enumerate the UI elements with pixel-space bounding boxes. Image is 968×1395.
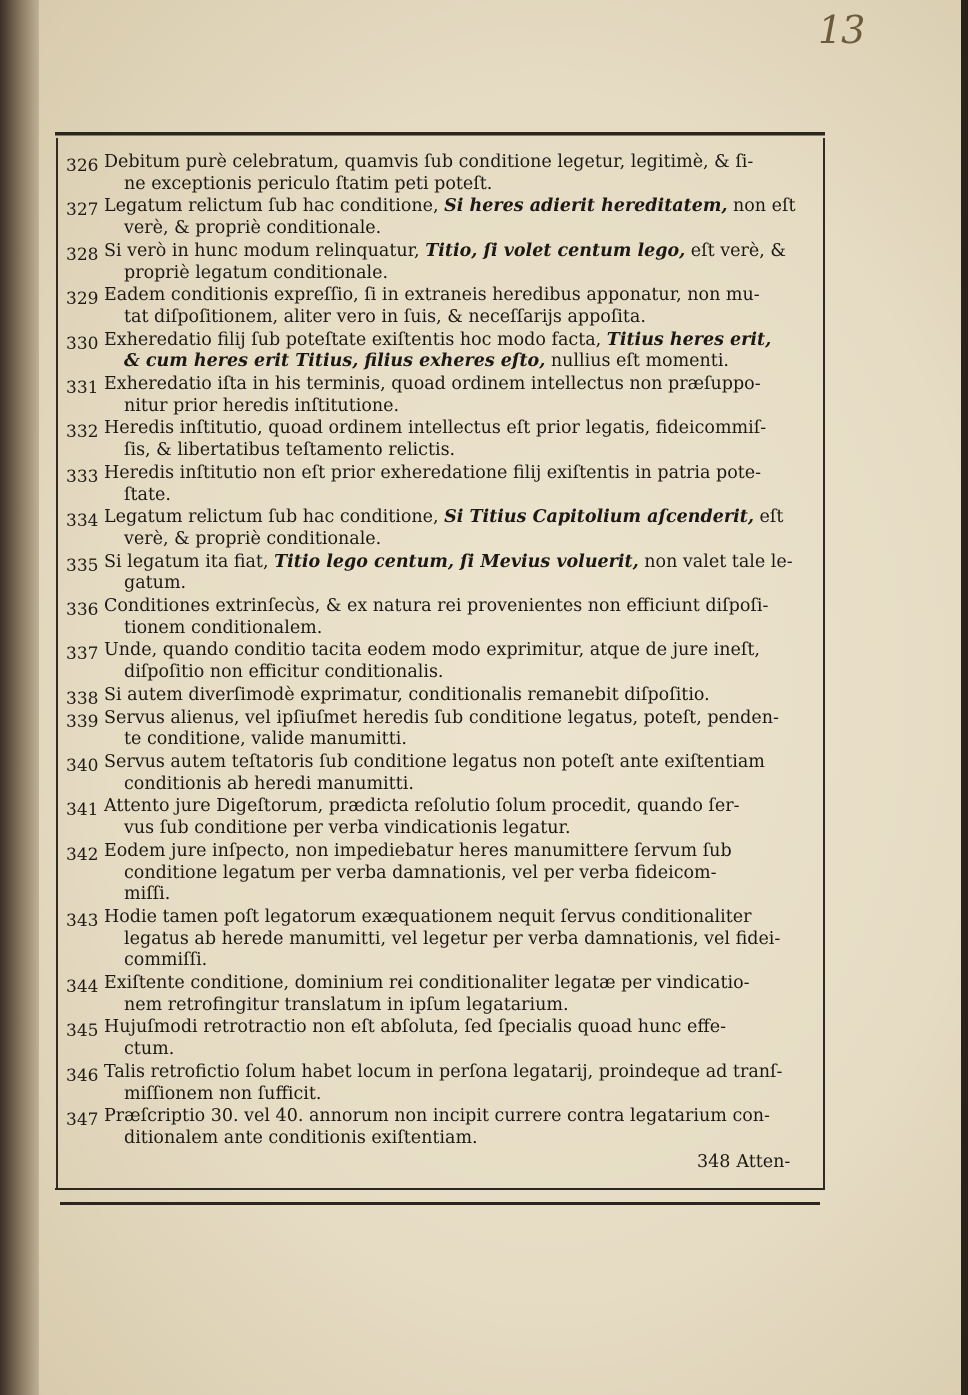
entry-number: 345 xyxy=(66,1021,99,1042)
entry-345 xyxy=(66,1017,816,1060)
entry-line: nem retrofingitur translatum in ipſum legatarium. xyxy=(124,994,569,1015)
entry-line: Servus autem teſtatoris ſub conditione legatus non poteſt ante exiſtentiam xyxy=(104,751,765,772)
folio-number: 13 xyxy=(818,8,865,52)
entry-line: Si legatum ita fiat, xyxy=(104,551,275,572)
entry-line: Talis retrofictio ſolum habet locum in perſona legatarij, proindeque ad tranſ- xyxy=(104,1061,783,1082)
entry-line: nullius eſt momenti. xyxy=(545,351,729,372)
entry-italic: Titius heres erit, xyxy=(606,329,772,350)
entry-number: 339 xyxy=(66,711,99,732)
entry-346 xyxy=(66,1062,816,1105)
catchword xyxy=(697,1152,790,1172)
entry-342 xyxy=(66,841,816,906)
bottom-rule-double xyxy=(60,1202,820,1205)
entry-line: Hodie tamen poſt legatorum exæquationem nequit ſervus conditionaliter xyxy=(104,906,752,927)
entry-line: ſtate. xyxy=(124,484,171,505)
entry-line: Legatum relictum ſub hac conditione, xyxy=(104,196,445,217)
entry-line: verè, & propriè conditionale. xyxy=(124,218,382,239)
entry-number: 331 xyxy=(66,378,99,399)
entry-327 xyxy=(66,196,816,239)
entry-line: Unde, quando conditio tacita eodem modo exprimitur, atque de jure ineſt, xyxy=(104,640,760,661)
entry-line: conditionis ab heredi manumitti. xyxy=(124,773,414,794)
entry-328 xyxy=(66,241,816,284)
entry-number: 343 xyxy=(66,910,99,931)
entry-line: non valet tale le- xyxy=(638,551,793,572)
top-rule xyxy=(55,132,825,136)
entry-338 xyxy=(66,685,816,707)
entry-number: 333 xyxy=(66,466,99,487)
entry-335 xyxy=(66,552,816,595)
entry-line: non eſt xyxy=(727,196,796,217)
entry-line: ſis, & libertatibus teſtamento relictis. xyxy=(124,440,456,461)
entry-336 xyxy=(66,596,816,639)
catchword-number: 348 xyxy=(697,1152,731,1172)
entry-line: tat diſpoſitionem, aliter vero in ſuis, & neceſſarijs appoſita. xyxy=(124,306,646,327)
bottom-rule xyxy=(55,1188,825,1190)
entry-italic: & cum heres erit Titius, filius exheres eſto, xyxy=(124,351,546,372)
catchword-text: Atten- xyxy=(736,1152,791,1172)
entry-line: propriè legatum conditionale. xyxy=(124,262,389,283)
entry-line: gatum. xyxy=(124,573,187,594)
entry-line: ctum. xyxy=(124,1039,175,1060)
entry-339 xyxy=(66,708,816,751)
text-block xyxy=(66,152,816,1151)
entry-line: Si verò in hunc modum relinquatur, xyxy=(104,240,426,261)
entry-number: 330 xyxy=(66,333,99,354)
entry-337 xyxy=(66,640,816,683)
entry-line: Conditiones extrinſecùs, & ex natura rei provenientes non efficiunt diſpoſi- xyxy=(104,596,769,617)
entry-number: 332 xyxy=(66,422,99,443)
entry-line: vus ſub conditione per verba vindicationis legatur. xyxy=(124,818,571,839)
entry-333 xyxy=(66,463,816,506)
entry-line: Eodem jure inſpecto, non impediebatur heres manumittere ſervum ſub xyxy=(104,840,732,861)
entry-number: 337 xyxy=(66,644,99,665)
entry-341 xyxy=(66,796,816,839)
entry-line: nitur prior heredis inſtitutione. xyxy=(124,395,400,416)
entry-line: Debitum purè celebratum, quamvis ſub conditione legetur, legitimè, & ſi- xyxy=(104,152,754,172)
entry-343 xyxy=(66,907,816,972)
entry-line: Exiſtente conditione, dominium rei conditionaliter legatæ per vindicatio- xyxy=(104,973,750,994)
entry-331 xyxy=(66,374,816,417)
entry-line: ne exceptionis periculo ſtatim peti poteſt. xyxy=(124,173,493,194)
entry-number: 326 xyxy=(66,156,99,176)
entry-line: Legatum relictum ſub hac conditione, xyxy=(104,507,445,528)
entry-number: 328 xyxy=(66,244,99,265)
entry-line: ditionalem ante conditionis exiſtentiam. xyxy=(124,1127,478,1148)
entry-line: eſt xyxy=(753,507,784,528)
entry-line: Heredis inſtitutio non eſt prior exheredatione filij exiſtentis in patria pote- xyxy=(104,462,762,483)
entry-line: miſſionem non ſufficit. xyxy=(124,1083,322,1104)
entry-number: 340 xyxy=(66,755,99,776)
entry-number: 335 xyxy=(66,555,99,576)
entry-line: miſſi. xyxy=(124,884,171,905)
entry-number: 336 xyxy=(66,600,99,621)
entry-line: Exheredatio filij ſub poteſtate exiſtentis hoc modo facta, xyxy=(104,329,607,350)
entry-line: te conditione, valide manumitti. xyxy=(124,729,407,750)
entry-line: Eadem conditionis expreſſio, ſi in extraneis heredibus apponatur, non mu- xyxy=(104,285,760,306)
entry-line: eſt verè, & xyxy=(685,240,786,261)
entry-344 xyxy=(66,973,816,1016)
entry-line: diſpoſitio non efficitur conditionalis. xyxy=(124,662,444,683)
entry-329 xyxy=(66,285,816,328)
entry-line: conditione legatum per verba damnationis, vel per verba fideicom- xyxy=(124,862,717,883)
entry-line: verè, & propriè conditionale. xyxy=(124,528,382,549)
entry-italic: Si Titius Capitolium aſcenderit, xyxy=(444,507,754,528)
entry-number: 329 xyxy=(66,289,99,310)
entry-line: Si autem diverſimodè exprimatur, conditionalis remanebit diſpoſitio. xyxy=(104,684,710,705)
entry-number: 334 xyxy=(66,511,99,532)
entry-326 xyxy=(66,152,816,195)
entry-number: 347 xyxy=(66,1110,99,1131)
entry-number: 346 xyxy=(66,1065,99,1086)
entry-330 xyxy=(66,330,816,373)
entry-line: legatus ab herede manumitti, vel legetur per verba damnationis, vel fidei- xyxy=(124,928,781,949)
entry-line: tionem conditionalem. xyxy=(124,617,323,638)
entry-number: 342 xyxy=(66,844,99,865)
entry-italic: Titio lego centum, ſi Mevius voluerit, xyxy=(274,551,639,572)
entry-347 xyxy=(66,1106,816,1149)
entry-line: Præſcriptio 30. vel 40. annorum non incipit currere contra legatarium con- xyxy=(104,1106,770,1127)
entry-line: Servus alienus, vel ipſiuſmet heredis ſub conditione legatus, poteſt, penden- xyxy=(104,707,779,728)
entry-number: 344 xyxy=(66,977,99,998)
entry-number: 338 xyxy=(66,688,99,709)
entry-340 xyxy=(66,752,816,795)
entry-332 xyxy=(66,418,816,461)
entry-line: commiſſi. xyxy=(124,950,208,971)
entry-line: Attento jure Digeſtorum, prædicta reſolutio ſolum procedit, quando ſer- xyxy=(104,796,740,817)
entry-italic: Titio, ſi volet centum lego, xyxy=(425,240,686,261)
entry-line: Heredis inſtitutio, quoad ordinem intellectus eſt prior legatis, fideicommiſ- xyxy=(104,418,767,439)
entry-number: 327 xyxy=(66,200,99,221)
entry-number: 341 xyxy=(66,800,99,821)
entry-line: Hujuſmodi retrotractio non eſt abſoluta, ſed ſpecialis quoad hunc effe- xyxy=(104,1017,727,1038)
entry-line: Exheredatio iſta in his terminis, quoad ordinem intellectus non præſuppo- xyxy=(104,374,761,395)
entry-334 xyxy=(66,507,816,550)
entry-italic: Si heres adierit hereditatem, xyxy=(444,196,728,217)
